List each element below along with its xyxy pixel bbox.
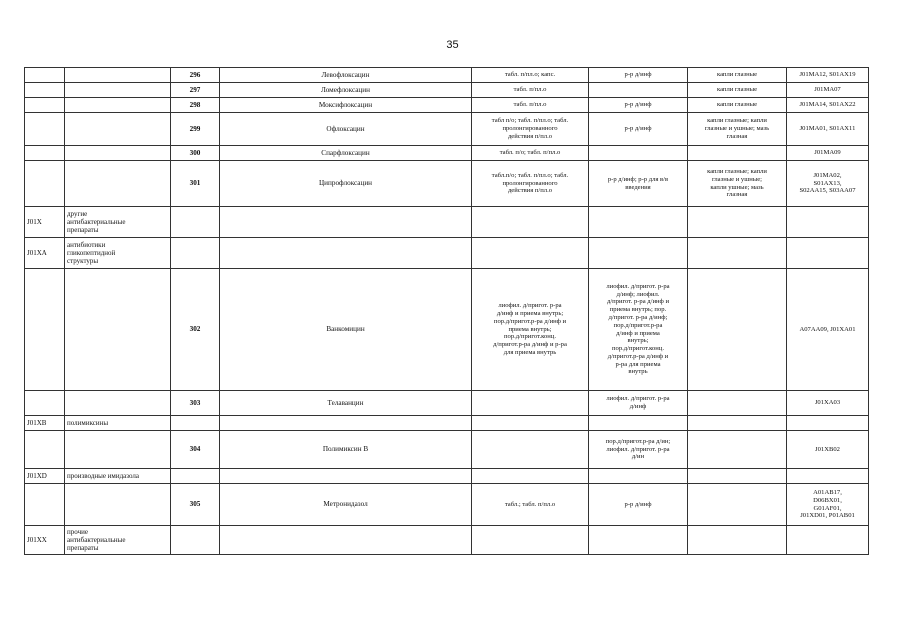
item-number: 299 bbox=[171, 113, 220, 146]
dosage-form-2: р-р д/инф; р-р для в/в введения bbox=[589, 161, 688, 207]
dosage-form-1: табл п/о; табл. п/пл.о; табл. пролонгированного действия п/пл.о bbox=[472, 113, 589, 146]
dosage-form-3 bbox=[688, 431, 787, 469]
dosage-form-1 bbox=[472, 431, 589, 469]
item-number bbox=[171, 416, 220, 431]
item-number: 298 bbox=[171, 98, 220, 113]
atc-group-code bbox=[25, 98, 65, 113]
dosage-form-2: р-р д/инф bbox=[589, 113, 688, 146]
drug-name: Ципрофлоксацин bbox=[220, 161, 472, 207]
dosage-form-3 bbox=[688, 207, 787, 238]
atc-group-code: J01XX bbox=[25, 526, 65, 555]
page-number: 35 bbox=[446, 39, 459, 51]
dosage-form-2: лиофил. д/пригот. р-ра д/инф bbox=[589, 391, 688, 416]
dosage-form-2 bbox=[589, 207, 688, 238]
item-number: 303 bbox=[171, 391, 220, 416]
atc-code: J01MA01, S01AX11 bbox=[787, 113, 869, 146]
drug-name: Ванкомицин bbox=[220, 269, 472, 391]
atc-group-name bbox=[65, 113, 171, 146]
atc-code: J01XA03 bbox=[787, 391, 869, 416]
dosage-form-3 bbox=[688, 146, 787, 161]
dosage-form-2 bbox=[589, 146, 688, 161]
dosage-form-3 bbox=[688, 416, 787, 431]
drug-name bbox=[220, 238, 472, 269]
drug-name: Левофлоксацин bbox=[220, 68, 472, 83]
dosage-form-3 bbox=[688, 238, 787, 269]
item-number bbox=[171, 238, 220, 269]
drug-name: Ломефлоксацин bbox=[220, 83, 472, 98]
table-row bbox=[25, 526, 869, 555]
dosage-form-1 bbox=[472, 207, 589, 238]
atc-code: J01XB02 bbox=[787, 431, 869, 469]
dosage-form-2: р-р д/инф bbox=[589, 68, 688, 83]
atc-code bbox=[787, 416, 869, 431]
dosage-form-3 bbox=[688, 526, 787, 555]
drug-name: Полимиксин В bbox=[220, 431, 472, 469]
atc-group-name bbox=[65, 391, 171, 416]
drug-name: Телаванцин bbox=[220, 391, 472, 416]
atc-code: J01MA02, S01AX13, S02AA15, S03AA07 bbox=[787, 161, 869, 207]
dosage-form-3: капли глазные; капли глазные и ушные; капли ушные; мазь глазная bbox=[688, 161, 787, 207]
atc-code bbox=[787, 207, 869, 238]
table-row bbox=[25, 207, 869, 238]
atc-group-name: антибиотики гликопептидной структуры bbox=[65, 238, 171, 269]
atc-group-code bbox=[25, 113, 65, 146]
dosage-form-3: капли глазные bbox=[688, 98, 787, 113]
atc-group-name bbox=[65, 146, 171, 161]
drug-name bbox=[220, 526, 472, 555]
table-row bbox=[25, 269, 869, 391]
atc-group-code bbox=[25, 269, 65, 391]
item-number: 304 bbox=[171, 431, 220, 469]
atc-code: J01MA09 bbox=[787, 146, 869, 161]
item-number bbox=[171, 207, 220, 238]
atc-group-code bbox=[25, 431, 65, 469]
atc-group-code: J01X bbox=[25, 207, 65, 238]
atc-group-code: J01XB bbox=[25, 416, 65, 431]
dosage-form-3: капли глазные bbox=[688, 68, 787, 83]
dosage-form-1: табл. п/пл.о; капс. bbox=[472, 68, 589, 83]
item-number bbox=[171, 469, 220, 484]
atc-code bbox=[787, 526, 869, 555]
drug-table bbox=[24, 67, 869, 555]
atc-group-name bbox=[65, 68, 171, 83]
atc-group-name bbox=[65, 484, 171, 526]
atc-group-name: прочие антибактериальные препараты bbox=[65, 526, 171, 555]
table-row bbox=[25, 83, 869, 98]
table-row bbox=[25, 391, 869, 416]
table-row bbox=[25, 416, 869, 431]
drug-name bbox=[220, 207, 472, 238]
atc-group-name bbox=[65, 98, 171, 113]
table-row bbox=[25, 113, 869, 146]
item-number: 302 bbox=[171, 269, 220, 391]
table-row bbox=[25, 68, 869, 83]
atc-group-code bbox=[25, 68, 65, 83]
dosage-form-1: табл. п/пл.о bbox=[472, 98, 589, 113]
dosage-form-3 bbox=[688, 484, 787, 526]
atc-group-code bbox=[25, 83, 65, 98]
atc-group-name bbox=[65, 161, 171, 207]
item-number: 296 bbox=[171, 68, 220, 83]
dosage-form-2: р-р д/инф bbox=[589, 98, 688, 113]
atc-group-code bbox=[25, 146, 65, 161]
dosage-form-2 bbox=[589, 469, 688, 484]
atc-group-code: J01XD bbox=[25, 469, 65, 484]
atc-code: A07AA09, J01XA01 bbox=[787, 269, 869, 391]
dosage-form-1: табл.п/о; табл. п/пл.о; табл. пролонгированного действия п/пл.о bbox=[472, 161, 589, 207]
atc-group-code: J01XA bbox=[25, 238, 65, 269]
drug-name bbox=[220, 416, 472, 431]
dosage-form-2: лиофил. д/пригот. р-ра д/инф; лиофил. д/пригот. р-ра д/инф и приема внутрь; пор. д/пригот. р-ра д/инф; пор.д/пригот.р-ра д/инф и приема внутрь; пор.д/пригот.конц. д/пригот.р-ра д/инф и р-ра для приема внутрь bbox=[589, 269, 688, 391]
dosage-form-3 bbox=[688, 469, 787, 484]
dosage-form-2 bbox=[589, 526, 688, 555]
atc-code: J01MA07 bbox=[787, 83, 869, 98]
atc-group-name: полимиксины bbox=[65, 416, 171, 431]
dosage-form-1 bbox=[472, 391, 589, 416]
item-number: 301 bbox=[171, 161, 220, 207]
item-number bbox=[171, 526, 220, 555]
drug-name: Метронидазол bbox=[220, 484, 472, 526]
table-row bbox=[25, 161, 869, 207]
atc-code: J01MA14, S01AX22 bbox=[787, 98, 869, 113]
atc-code bbox=[787, 469, 869, 484]
table-row bbox=[25, 146, 869, 161]
drug-name: Спарфлоксацин bbox=[220, 146, 472, 161]
atc-group-code bbox=[25, 161, 65, 207]
dosage-form-2: пор.д/пригот.р-ра д/ин; лиофил. д/пригот. р-ра д/ин bbox=[589, 431, 688, 469]
dosage-form-1 bbox=[472, 526, 589, 555]
table-row bbox=[25, 469, 869, 484]
dosage-form-3 bbox=[688, 391, 787, 416]
dosage-form-1: табл.; табл. п/пл.о bbox=[472, 484, 589, 526]
table-row bbox=[25, 431, 869, 469]
dosage-form-1 bbox=[472, 416, 589, 431]
drug-table-body bbox=[25, 68, 869, 555]
drug-name: Моксифлоксацин bbox=[220, 98, 472, 113]
drug-name bbox=[220, 469, 472, 484]
atc-group-name: другие антибактериальные препараты bbox=[65, 207, 171, 238]
atc-code: A01AB17, D06BX01, G01AF01, J01XD01, P01AB01 bbox=[787, 484, 869, 526]
dosage-form-3: капли глазные bbox=[688, 83, 787, 98]
table-row bbox=[25, 484, 869, 526]
atc-code bbox=[787, 238, 869, 269]
dosage-form-3 bbox=[688, 269, 787, 391]
item-number: 300 bbox=[171, 146, 220, 161]
dosage-form-1 bbox=[472, 469, 589, 484]
dosage-form-2 bbox=[589, 416, 688, 431]
dosage-form-2 bbox=[589, 83, 688, 98]
drug-name: Офлоксацин bbox=[220, 113, 472, 146]
dosage-form-1: лиофил. д/пригот. р-ра д/инф и приема внутрь; пор.д/пригот.р-ра д/инф и приема внутрь; пор.д/пригот.конц. д/пригот.р-ра д/инф и р-ра для приема внутрь bbox=[472, 269, 589, 391]
atc-group-name bbox=[65, 431, 171, 469]
item-number: 305 bbox=[171, 484, 220, 526]
atc-code: J01MA12, S01AX19 bbox=[787, 68, 869, 83]
dosage-form-1: табл. п/пл.о bbox=[472, 83, 589, 98]
atc-group-name bbox=[65, 83, 171, 98]
atc-group-code bbox=[25, 484, 65, 526]
table-row bbox=[25, 238, 869, 269]
dosage-form-2 bbox=[589, 238, 688, 269]
table-row bbox=[25, 98, 869, 113]
dosage-form-2: р-р д/инф bbox=[589, 484, 688, 526]
item-number: 297 bbox=[171, 83, 220, 98]
dosage-form-1: табл. п/о; табл. п/пл.о bbox=[472, 146, 589, 161]
atc-group-code bbox=[25, 391, 65, 416]
atc-group-name bbox=[65, 269, 171, 391]
dosage-form-1 bbox=[472, 238, 589, 269]
atc-group-name: производные имидазола bbox=[65, 469, 171, 484]
dosage-form-3: капли глазные; капли глазные и ушные; мазь глазная bbox=[688, 113, 787, 146]
